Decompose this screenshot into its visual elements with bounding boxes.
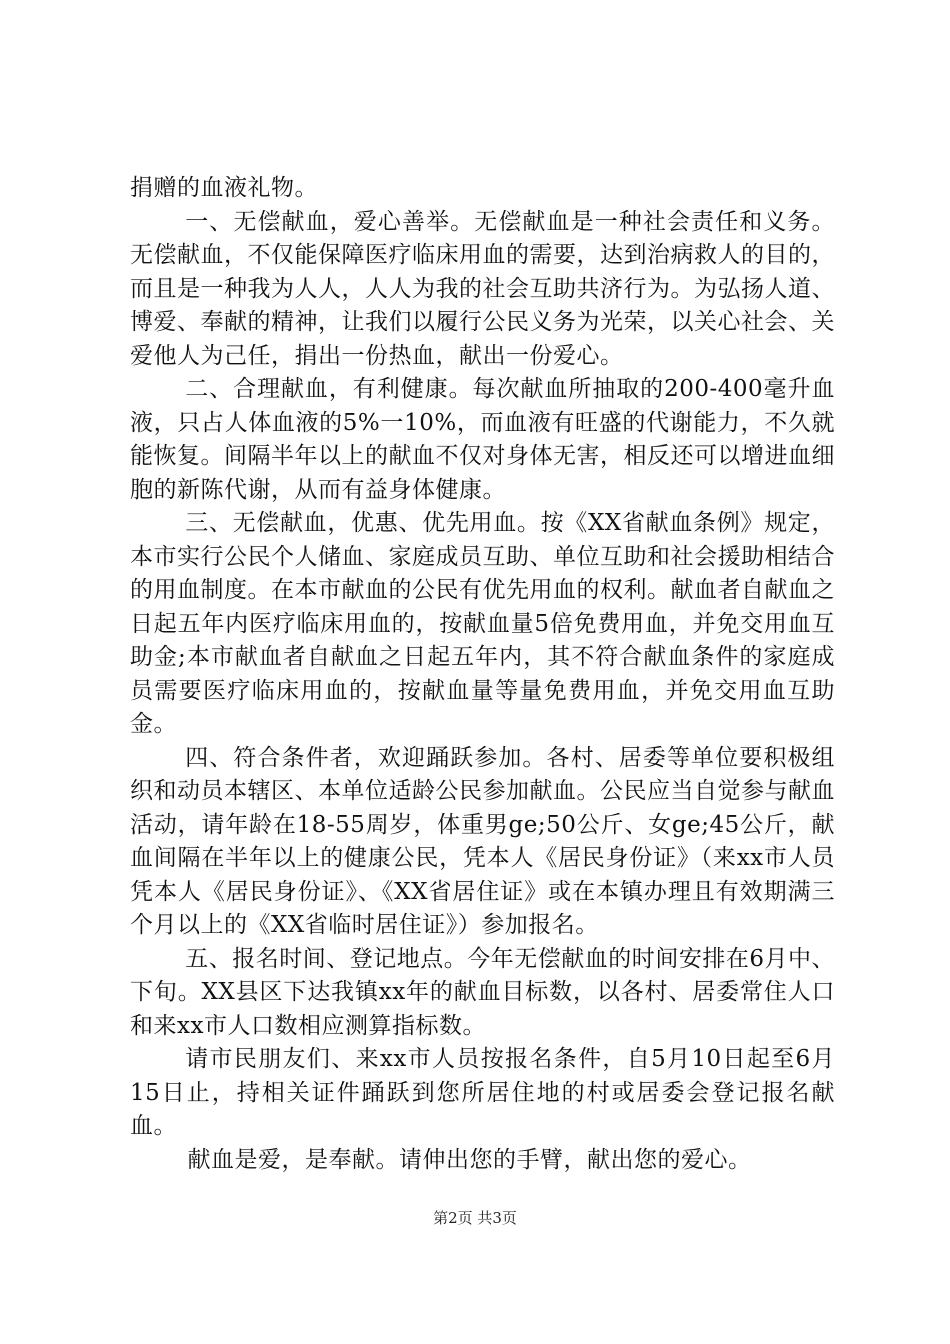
- paragraph-registration: 请市民朋友们、来xx市人员按报名条件，自5月10日起至6月15日止，持相关证件踊跃到您所居住地的村或居委会登记报名献血。: [130, 1046, 835, 1139]
- paragraph-section-2: 二、合理献血，有利健康。每次献血所抽取的200-400毫升血液，只占人体血液的5%一10%，而血液有旺盛的代谢能力，不久就能恢复。间隔半年以上的献血不仅对身体无害，相反还可以增进血细胞的新陈代谢，从而有益身体健康。: [130, 376, 835, 503]
- paragraph-continuation: 捐赠的血液礼物。: [130, 175, 318, 201]
- page-number-label: 第2页 共3页: [433, 1209, 517, 1227]
- paragraph-section-1: 一、无偿献血，爱心善举。无偿献血是一种社会责任和义务。无偿献血，不仅能保障医疗临床用血的需要，达到治病救人的目的，而且是一种我为人人，人人为我的社会互助共济行为。为弘扬人道、博爱、奉献的精神，让我们以履行公民义务为光荣，以关心社会、关爱他人为己任，捐出一份热血，献出一份爱心。: [130, 208, 835, 369]
- page-footer: [0, 1208, 950, 1228]
- paragraph-closing: 献血是爱，是奉献。请伸出您的手臂，献出您的爱心。: [187, 1146, 752, 1173]
- document-body: [130, 172, 835, 1177]
- paragraph-section-4: 四、符合条件者，欢迎踊跃参加。各村、居委等单位要积极组织和动员本辖区、本单位适龄公民参加献血。公民应当自觉参与献血活动，请年龄在18-55周岁，体重男ge;50公斤、女ge;45公斤，献血间隔在半年以上的健康公民，凭本人《居民身份证》（来xx市人员凭本人《居民身份证》、《XX省居住证》或在本镇办理且有效期满三个月以上的《XX省临时居住证》）参加报名。: [130, 744, 835, 938]
- paragraph-section-3: 三、无偿献血，优惠、优先用血。按《XX省献血条例》规定，本市实行公民个人储血、家庭成员互助、单位互助和社会援助相结合的用血制度。在本市献血的公民有优先用血的权利。献血者自献血之日起五年内医疗临床用血的，按献血量5倍免费用血，并免交用血互助金;本市献血者自献血之日起五年内，其不符合献血条件的家庭成员需要医疗临床用血的，按献血量等量免费用血，并免交用血互助金。: [130, 510, 835, 737]
- paragraph-section-5: 五、报名时间、登记地点。今年无偿献血的时间安排在6月中、下旬。XX县区下达我镇xx年的献血目标数，以各村、居委常住人口和来xx市人口数相应测算指标数。: [130, 945, 835, 1039]
